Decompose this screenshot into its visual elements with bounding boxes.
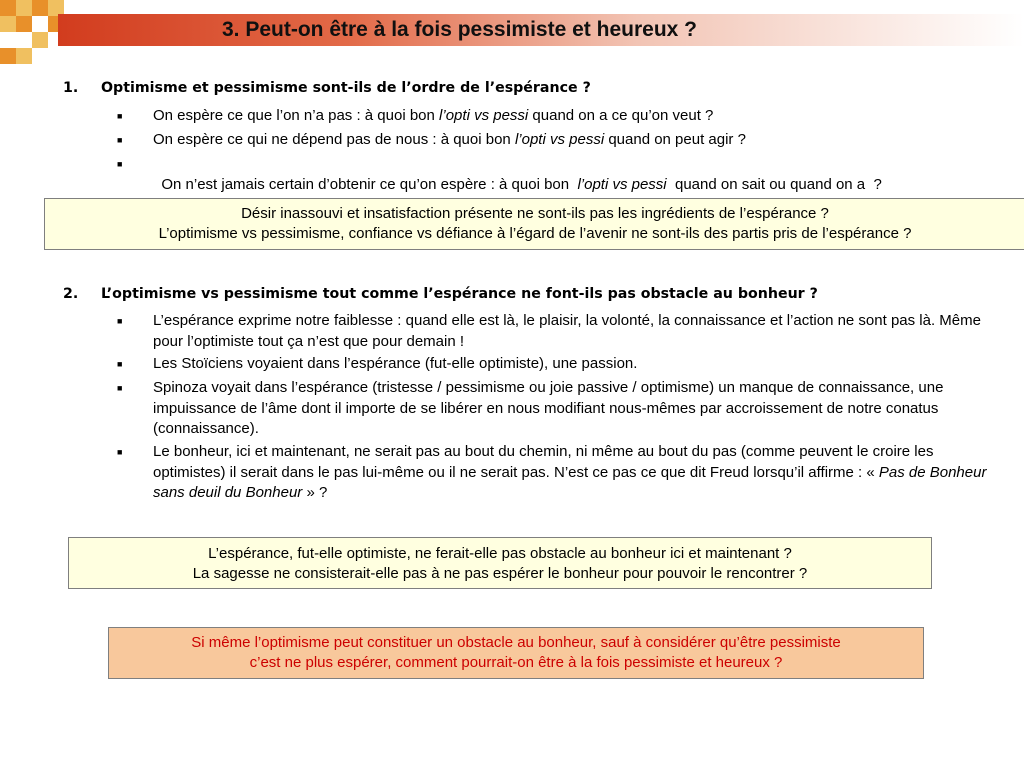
bullet-text: On espère ce qui ne dépend pas de nous : à quoi bon <box>153 131 515 148</box>
question-box-1-line-2: L’optimisme vs pessimisme, confiance vs défiance à l’égard de l’avenir ne sont-ils des partis pris de l’espérance ? <box>158 225 912 242</box>
bullet-text: » ? <box>302 484 328 501</box>
question-box-1-line-1: Désir inassouvi et insatisfaction présente ne sont-ils pas les ingrédients de l’espérance ? <box>241 205 829 222</box>
conclusion-box <box>108 627 924 679</box>
decor-square <box>32 32 48 48</box>
decor-square <box>16 48 32 64</box>
bullet-square-icon: ■ <box>117 159 123 169</box>
bullet-text: On n’est jamais certain d’obtenir ce qu’on espère : à quoi bon <box>161 175 578 193</box>
section-2-title: L’optimisme vs pessimisme tout comme l’espérance ne font-ils pas obstacle au bonheur ? <box>101 286 818 302</box>
list-item <box>117 354 1003 375</box>
list-item <box>117 378 1003 440</box>
bullet-text: Le bonheur, ici et maintenant, ne serait pas au bout du chemin, ni même au bout du pas (comme peuvent le croire les optimistes) il serait dans le pas lui-même ou il ne serait pas. N’est ce pas ce que dit Freud lorsqu’il affirme : « <box>153 443 934 481</box>
bullet-italic: Pas de Bonheur sans deuil du Bonheur <box>153 463 987 501</box>
decor-square <box>0 48 16 64</box>
bullet-text: quand on a ce qu’on veut ? <box>528 107 714 124</box>
decor-square <box>16 16 32 32</box>
bullet-italic: l’opti vs pessi <box>439 107 529 124</box>
decor-square <box>32 0 48 16</box>
list-item <box>117 442 1003 504</box>
bullet-square-icon: ■ <box>117 111 123 121</box>
section-1-title: Optimisme et pessimisme sont-ils de l’ordre de l’espérance ? <box>101 80 591 96</box>
decor-square <box>0 0 16 16</box>
bullet-text: quand on sait ou quand on a ? <box>666 175 882 193</box>
list-item <box>117 311 1003 352</box>
question-box-2-line-2: La sagesse ne consisterait-elle pas à ne pas espérer le bonheur pour pouvoir le rencontrer ? <box>192 565 808 582</box>
section-1-number: 1. <box>63 80 79 96</box>
list-item <box>117 106 1003 127</box>
decor-square <box>16 0 32 16</box>
bullet-text: quand on peut agir ? <box>604 131 746 148</box>
question-box-1 <box>44 198 1024 250</box>
bullet-square-icon: ■ <box>117 383 123 393</box>
bullet-text: Spinoza voyait dans l’espérance (tristesse / pessimisme ou joie passive / optimisme) un manque de connaissance, une impuissance de l’âme dont il importe de se libérer en nous modifiant nous-mêmes par accroissement de notre conatus (connaissance). <box>153 379 944 437</box>
slide-title: 3. Peut-on être à la fois pessimiste et heureux ? <box>222 18 697 41</box>
bullet-square-icon: ■ <box>117 135 123 145</box>
list-item <box>117 130 1003 151</box>
bullet-italic: l’opti vs pessi <box>577 175 667 193</box>
bullet-text: Les Stoïciens voyaient dans l’espérance (fut-elle optimiste), une passion. <box>153 355 638 372</box>
conclusion-box-line-1: Si même l’optimisme peut constituer un obstacle au bonheur, sauf à considérer qu’être pessimiste <box>191 634 841 651</box>
list-item <box>117 154 1003 195</box>
section-2-number: 2. <box>63 286 79 302</box>
conclusion-box-line-2: c’est ne plus espérer, comment pourrait-on être à la fois pessimiste et heureux ? <box>249 654 783 671</box>
question-box-2-line-1: L’espérance, fut-elle optimiste, ne ferait-elle pas obstacle au bonheur ici et maintenant ? <box>208 545 792 562</box>
bullet-text: L’espérance exprime notre faiblesse : quand elle est là, le plaisir, la volonté, la connaissance et l’action ne sont pas là. Même pour l’optimiste tout ça n’est que pour demain ! <box>153 312 981 350</box>
bullet-square-icon: ■ <box>117 316 123 326</box>
bullet-text: On espère ce que l’on n’a pas : à quoi bon <box>153 107 440 124</box>
decor-square <box>0 16 16 32</box>
bullet-square-icon: ■ <box>117 447 123 457</box>
bullet-square-icon: ■ <box>117 359 123 369</box>
question-box-2 <box>68 537 932 589</box>
bullet-italic: l’opti vs pessi <box>514 131 605 148</box>
